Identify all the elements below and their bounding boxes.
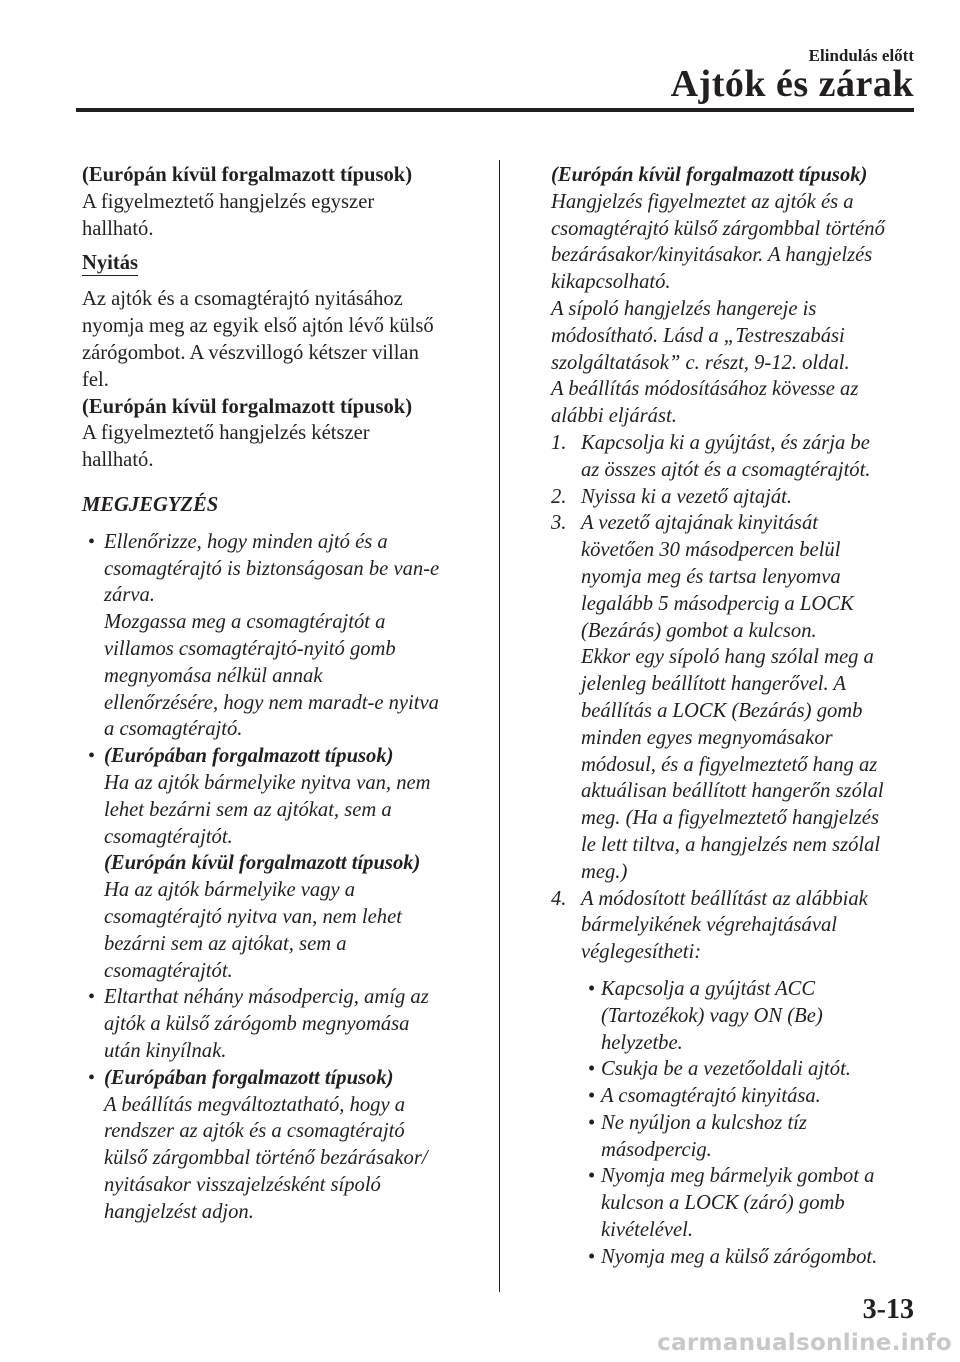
section-title: Elindulás előtt [808, 46, 914, 65]
watermark: carmanualsonline.info [657, 1330, 952, 1356]
text-line: villamos csomagtérajtó-nyitó gomb [104, 637, 396, 660]
bullet-icon: • [88, 1066, 96, 1089]
step-4 [551, 886, 926, 966]
text-line: A vezető ajtajának kinyitását [581, 512, 818, 535]
step-number: 3. [551, 512, 567, 535]
text-line: csomagtérajtót. [104, 825, 233, 848]
text-line: A módosított beállítást az alábbiak [581, 887, 868, 910]
step-1 [551, 430, 926, 484]
text-line: zárógombot. A vészvillogó kétszer villan [82, 341, 419, 364]
text-line: csomagtérajtó külső zárgombbal történő [551, 217, 885, 240]
text-line: az összes ajtót és a csomagtérajtót. [581, 458, 871, 481]
model-note: (Európán kívül forgalmazott típusok) [82, 164, 413, 186]
text-line: Csukja be a vezetőoldali ajtót. [601, 1058, 851, 1081]
text-line: Kapcsolja ki a gyújtást, és zárja be [581, 431, 870, 454]
text-line: bezárásakor/kinyitásakor. A hangjelzés [551, 244, 873, 267]
text-line: Ne nyúljon a kulcshoz tíz [601, 1111, 807, 1134]
text-line: ajtók a külső zárógomb megnyomása [104, 1013, 410, 1036]
text-line: csomagtérajtó is biztonságosan be van-e [104, 557, 440, 580]
text-line: külső zárgombbal történő bezárásakor/ [104, 1147, 428, 1170]
text-line: csomagtérajtó nyitva van, nem lehet [104, 905, 402, 928]
text-line: módosítható. Lásd a „Testreszabási [551, 324, 845, 347]
text-line: Ekkor egy sípoló hang szólal meg a [581, 646, 874, 669]
text-line: bármelyikének végrehajtásával [581, 914, 837, 937]
text-line: fel. [82, 368, 109, 391]
text-line: nyomja meg és tartsa lenyomva [581, 565, 841, 588]
column-divider [499, 160, 500, 1292]
note-bullet [82, 529, 482, 743]
sub-bullet [551, 1083, 926, 1110]
text-line: Ha az ajtók bármelyike nyitva van, nem [104, 771, 431, 794]
text-line: Mozgassa meg a csomagtérajtót a [104, 611, 386, 634]
text-line: minden egyes megnyomásakor [581, 726, 833, 749]
text-line: meg.) [581, 860, 628, 883]
text-line: Kapcsolja a gyújtást ACC [601, 977, 816, 1000]
text-line: beállítás a LOCK (Bezárás) gomb [581, 699, 863, 722]
step-number: 1. [551, 431, 567, 454]
bullet-icon: • [588, 1165, 596, 1188]
text-line: Nyissa ki a vezető ajtaját. [581, 485, 793, 508]
text-line: hangjelzést adjon. [104, 1200, 254, 1223]
note-bullet [82, 984, 482, 1064]
text-line: módosul, és a figyelmeztető hang az [581, 753, 878, 776]
text-line: véglegesítheti: [581, 941, 702, 964]
text-line: ellenőrzésére, hogy nem maradt-e nyitva [104, 691, 439, 714]
text-line: (Tartozékok) vagy ON (Be) [601, 1004, 823, 1027]
sub-bullet [551, 1163, 926, 1243]
model-note: (Európában forgalmazott típusok) [104, 1066, 394, 1089]
text-line: alábbi eljárást. [551, 405, 677, 428]
text-line: zárva. [104, 584, 155, 607]
bullet-icon: • [88, 530, 96, 553]
text-line: megnyomása nélkül annak [104, 664, 323, 687]
text-line: kivételével. [601, 1219, 694, 1242]
text-line: A sípoló hangjelzés hangereje is [551, 297, 817, 320]
text-line: jelenleg beállított hangerővel. A [581, 673, 846, 696]
sub-bullet [551, 976, 926, 1056]
model-note: (Európában forgalmazott típusok) [104, 745, 394, 768]
text-line: aktuálisan beállított hangerőn szólal [581, 780, 884, 803]
text-line: másodpercig. [601, 1138, 712, 1161]
text-line: hallható. [82, 217, 154, 240]
model-note: (Európán kívül forgalmazott típusok) [104, 852, 421, 875]
model-note: (Európán kívül forgalmazott típusok) [551, 164, 868, 186]
paragraph-intro [82, 162, 482, 242]
model-note: (Európán kívül forgalmazott típusok) [82, 395, 413, 418]
text-line: nyitásakor visszajelzésként sípoló [104, 1173, 381, 1196]
text-line: A figyelmeztető hangjelzés egyszer [82, 190, 375, 213]
text-line: A csomagtérajtó kinyitása. [601, 1085, 821, 1108]
text-line: Hangjelzés figyelmeztet az ajtók és a [551, 190, 854, 213]
bullet-icon: • [588, 1245, 596, 1268]
bullet-icon: • [588, 1085, 596, 1108]
note-title: MEGJEGYZÉS [82, 493, 219, 516]
text-line: után kinyílnak. [104, 1039, 227, 1062]
step-number: 4. [551, 887, 567, 910]
text-line: kulcson a LOCK (záró) gomb [601, 1192, 845, 1215]
header-rule [76, 108, 914, 112]
step-number: 2. [551, 485, 567, 508]
sub-bullet [551, 1056, 926, 1083]
step-3 [551, 510, 926, 885]
text-line: Az ajtók és a csomagtérajtó nyitásához [82, 288, 403, 311]
text-line: nyomja meg az egyik első ajtón lévő külső [82, 315, 434, 338]
text-line: Ellenőrizze, hogy minden ajtó és a [104, 530, 388, 553]
text-line: hallható. [82, 449, 154, 472]
text-line: A figyelmeztető hangjelzés kétszer [82, 422, 370, 445]
step-2 [551, 484, 926, 511]
bullet-icon: • [588, 977, 596, 1000]
section-heading-nyitas: Nyitás [82, 252, 139, 275]
bullet-icon: • [88, 745, 96, 768]
text-line: szolgáltatások” c. részt, 9-12. oldal. [551, 351, 850, 374]
sub-bullet [551, 1110, 926, 1164]
text-line: meg. (Ha a figyelmeztető hangjelzés [581, 807, 879, 830]
text-line: legalább 5 másodpercig a LOCK [581, 592, 854, 615]
text-line: bezárni sem az ajtókat, sem a [104, 932, 347, 955]
bullet-icon: • [88, 986, 96, 1009]
text-line: (Bezárás) gombot a kulcson. [581, 619, 817, 642]
paragraph-opening [82, 286, 482, 474]
text-line: A beállítás megváltoztatható, hogy a [104, 1093, 406, 1116]
chapter-title: Ajtók és zárak [670, 63, 914, 105]
sub-bullet [551, 1244, 926, 1271]
text-line: csomagtérajtót. [104, 959, 233, 982]
text-line: rendszer az ajtók és a csomagtérajtó [104, 1120, 405, 1143]
bullet-icon: • [588, 1058, 596, 1081]
text-line: Ha az ajtók bármelyike vagy a [104, 879, 356, 902]
page-number: 3-13 [862, 1294, 914, 1325]
text-line: lehet bezárni sem az ajtókat, sem a [104, 798, 392, 821]
note-bullet [82, 1065, 482, 1226]
text-line: le lett tiltva, a hangjelzés nem szólal [581, 833, 881, 856]
note-bullet [82, 743, 482, 984]
text-line: Nyomja meg a külső zárógombot. [601, 1245, 878, 1268]
text-line: kikapcsolható. [551, 271, 671, 294]
left-column [82, 162, 482, 1225]
text-line: követően 30 másodpercen belül [581, 539, 841, 562]
bullet-icon: • [588, 1111, 596, 1134]
text-line: Nyomja meg bármelyik gombot a [601, 1165, 875, 1188]
text-line: helyzetbe. [601, 1031, 683, 1054]
text-line: Eltarthat néhány másodpercig, amíg az [104, 986, 429, 1009]
text-line: A beállítás módosításához kövesse az [551, 378, 859, 401]
text-line: a csomagtérajtó. [104, 718, 243, 741]
right-column [551, 162, 926, 1271]
